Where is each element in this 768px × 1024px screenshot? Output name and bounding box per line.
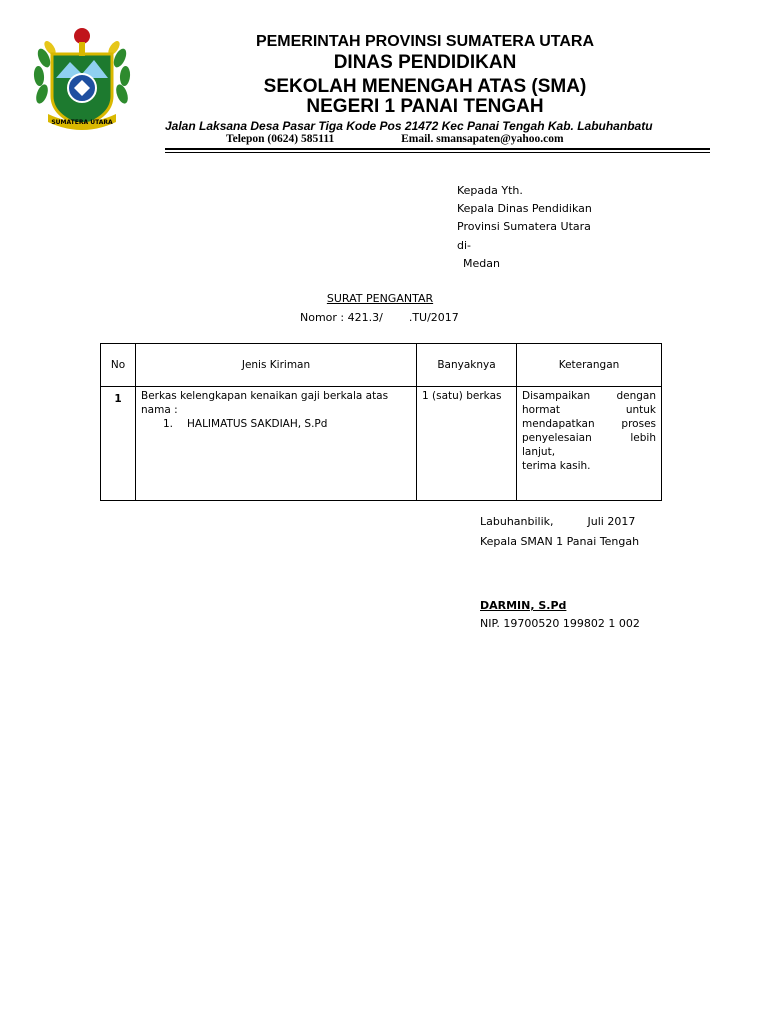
recipient-title: Kepala Dinas Pendidikan — [457, 202, 592, 216]
ket-line-6: terima kasih. — [522, 460, 591, 472]
jenis-text-1: Berkas kelengkapan kenaikan gaji berkala atas — [141, 390, 389, 402]
ket-word: Disampaikan — [522, 390, 591, 402]
cell-keterangan — [517, 387, 662, 501]
cell-jenis-kiriman — [136, 387, 417, 501]
signature-block — [480, 512, 639, 552]
ket-word: penyelesaian — [522, 432, 592, 444]
ket-word: hormat — [522, 404, 560, 416]
ket-word: mendapatkan — [522, 418, 595, 430]
sign-position: Kepala SMAN 1 Panai Tengah — [480, 535, 640, 548]
province-emblem-logo — [30, 18, 134, 134]
recipient-city: Medan — [463, 256, 500, 270]
item-name: HALIMATUS SAKDIAH, S.Pd — [187, 418, 328, 430]
agency-line: DINAS PENDIDIKAN — [333, 52, 517, 73]
contact-line — [226, 133, 564, 145]
jenis-item — [141, 417, 411, 431]
recipient-block — [457, 182, 592, 273]
school-type-line: SEKOLAH MENENGAH ATAS (SMA) — [263, 76, 587, 97]
letterhead-rule-thin — [165, 152, 710, 153]
recipient-di: di- — [457, 238, 472, 252]
header-jenis-kiriman: Jenis Kiriman — [136, 344, 417, 387]
cell-banyaknya: 1 (satu) berkas — [417, 387, 517, 501]
recipient-salutation: Kepada Yth. — [457, 184, 523, 197]
school-name-line: NEGERI 1 PANAI TENGAH — [306, 96, 544, 117]
ket-word: untuk — [625, 404, 656, 416]
shipment-table — [100, 343, 662, 501]
ket-word: proses — [621, 418, 656, 430]
letter-number-suffix: .TU/2017 — [408, 311, 459, 324]
table-row — [101, 387, 662, 501]
ket-line-4 — [522, 431, 656, 445]
jenis-line-2: nama : — [141, 404, 178, 416]
signer-name: DARMIN, S.Pd — [480, 599, 567, 612]
email-text: Email. smansapaten@yahoo.com — [401, 133, 564, 145]
ket-word: lebih — [630, 432, 656, 444]
letter-number-prefix: Nomor : 421.3/ — [300, 311, 383, 324]
signer-block — [480, 597, 640, 633]
signer-nip: NIP. 19700520 199802 1 002 — [480, 617, 640, 630]
table-header-row — [101, 344, 662, 387]
letter-title: SURAT PENGANTAR — [326, 292, 434, 305]
jenis-line-1 — [141, 389, 411, 403]
sign-date: Juli 2017 — [587, 515, 636, 528]
ket-line-1 — [522, 389, 656, 403]
school-address: Jalan Laksana Desa Pasar Tiga Kode Pos 21472 Kec Panai Tengah Kab. Labuhanbatu — [165, 119, 653, 133]
item-number: 1. — [163, 418, 174, 430]
ket-word: dengan — [616, 390, 656, 402]
sign-place-date — [480, 512, 639, 532]
phone-text: Telepon (0624) 585111 — [226, 133, 335, 145]
header-no: No — [101, 344, 136, 387]
header-banyaknya: Banyaknya — [417, 344, 517, 387]
ket-line-3 — [522, 417, 656, 431]
sign-place: Labuhanbilik, — [480, 515, 554, 528]
government-line: PEMERINTAH PROVINSI SUMATERA UTARA — [255, 33, 595, 50]
header-keterangan: Keterangan — [517, 344, 662, 387]
ket-line-2 — [522, 403, 656, 417]
cell-no: 1 — [101, 387, 136, 501]
emblem-ribbon-text: SUMATERA UTARA — [51, 119, 113, 126]
letterhead-rule-thick — [165, 148, 710, 150]
recipient-province: Provinsi Sumatera Utara — [457, 220, 591, 234]
letter-number — [300, 311, 459, 324]
ket-line-5: lanjut, — [522, 446, 556, 458]
